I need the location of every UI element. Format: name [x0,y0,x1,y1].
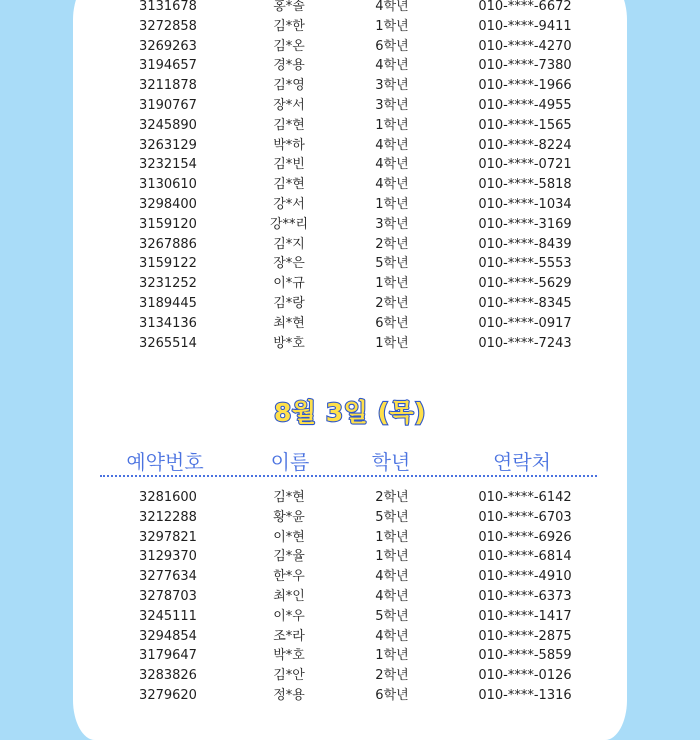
student-name: 황*윤 [273,509,305,525]
phone-number: 010-****-5553 [478,256,572,272]
phone-number: 010-****-5859 [478,648,572,664]
reservation-number: 3231252 [139,276,197,292]
phone-number: 010-****-6814 [478,549,572,565]
student-name: 이*현 [273,529,305,545]
reservation-number: 3130610 [139,177,197,193]
reservation-number: 3272858 [139,18,197,34]
phone-number: 010-****-1316 [478,688,572,703]
header-name: 이름 [270,450,310,474]
grade: 2학년 [375,668,409,684]
student-name: 김*현 [273,490,305,505]
student-name: 김*한 [273,18,305,34]
student-name: 김*온 [273,38,305,54]
grade: 2학년 [375,490,409,505]
phone-number: 010-****-7380 [478,58,572,74]
phone-number: 010-****-8439 [478,236,572,252]
student-name: 김*빈 [273,157,305,173]
reservation-number: 3269263 [139,38,197,54]
table-row [0,666,700,686]
table-row [0,136,700,156]
table-row [0,274,700,294]
table-row [0,567,700,587]
phone-number: 010-****-5818 [478,177,572,193]
reservation-number: 3190767 [139,98,197,113]
grade: 4학년 [375,157,409,173]
reservation-number: 3277634 [139,569,197,585]
reservation-number: 3232154 [139,157,197,173]
grade: 2학년 [375,236,409,252]
phone-number: 010-****-2875 [478,628,572,644]
student-name: 정*용 [273,688,305,703]
phone-number: 010-****-5629 [478,276,572,292]
grade: 1학년 [375,276,409,292]
table-row [0,587,700,607]
phone-number: 010-****-7243 [478,335,572,351]
phone-number: 010-****-0126 [478,668,572,684]
table-row [0,235,700,255]
table-row [0,547,700,567]
table-row [0,175,700,195]
student-name: 경*용 [273,58,305,74]
grade: 6학년 [375,688,409,703]
reservation-number: 3134136 [139,315,197,331]
table-row [0,528,700,548]
reservation-number: 3267886 [139,236,197,252]
table-row [0,508,700,528]
grade: 1학년 [375,529,409,545]
table-row [0,116,700,136]
table-row [0,646,700,666]
student-name: 최*현 [273,315,305,331]
reservation-number: 3194657 [139,58,197,74]
reservation-number: 3281600 [139,490,197,505]
grade: 1학년 [375,197,409,212]
grade: 1학년 [375,648,409,664]
table-row [0,334,700,354]
grade: 4학년 [375,589,409,604]
grade: 2학년 [375,296,409,311]
phone-number: 010-****-1034 [478,197,572,212]
reservation-number: 3211878 [139,78,197,94]
table-row [0,155,700,175]
phone-number: 010-****-9411 [478,18,572,34]
student-name: 이*규 [273,276,305,292]
reservation-number: 3263129 [139,137,197,153]
phone-number: 010-****-3169 [478,216,572,232]
phone-number: 010-****-6373 [478,589,572,604]
grade: 3학년 [375,98,409,113]
table-row [0,686,700,706]
table-row [0,488,700,508]
table-row [0,96,700,116]
phone-number: 010-****-8345 [478,296,572,311]
header-grade: 학년 [371,450,411,474]
reservation-number: 3245890 [139,117,197,133]
header-reservation-number: 예약번호 [126,450,204,474]
grade: 4학년 [375,628,409,644]
reservation-number: 3129370 [139,549,197,565]
grade: 6학년 [375,315,409,331]
grade: 3학년 [375,216,409,232]
grade: 4학년 [375,137,409,153]
student-name: 이*우 [273,608,305,624]
table-row [0,37,700,57]
date-title: 8월 3일 (목) [274,398,426,427]
table-row [0,76,700,96]
table-row [0,254,700,274]
reservation-number: 3265514 [139,335,197,351]
student-name: 장*은 [273,256,305,272]
grade: 1학년 [375,117,409,133]
phone-number: 010-****-4910 [478,569,572,585]
header-divider [100,475,597,477]
phone-number: 010-****-6703 [478,509,572,525]
grade: 6학년 [375,38,409,54]
phone-number: 010-****-0917 [478,315,572,331]
grade: 4학년 [375,58,409,74]
grade: 1학년 [375,18,409,34]
reservation-number: 3131678 [139,0,197,14]
phone-number: 010-****-4270 [478,38,572,54]
phone-number: 010-****-4955 [478,98,572,113]
grade: 4학년 [375,0,409,14]
reservation-number: 3159122 [139,256,197,272]
student-name: 김*영 [273,78,305,94]
table-row [0,17,700,37]
table-row [0,215,700,235]
student-name: 방*호 [273,335,305,351]
student-name: 김*안 [273,668,305,684]
table-row [0,56,700,76]
student-name: 박*하 [273,137,305,153]
grade: 1학년 [375,335,409,351]
phone-number: 010-****-1417 [478,608,572,624]
reservation-number: 3212288 [139,509,197,525]
student-name: 강*서 [273,197,305,212]
reservation-number: 3189445 [139,296,197,311]
grade: 1학년 [375,549,409,565]
reservation-number: 3297821 [139,529,197,545]
student-name: 김*랑 [273,296,305,311]
phone-number: 010-****-8224 [478,137,572,153]
grade: 4학년 [375,177,409,193]
phone-number: 010-****-1565 [478,117,572,133]
table-row [0,294,700,314]
student-name: 김*지 [273,236,305,252]
phone-number: 010-****-1966 [478,78,572,94]
phone-number: 010-****-6142 [478,490,572,505]
reservation-number: 3278703 [139,589,197,604]
grade: 5학년 [375,256,409,272]
student-name: 조*라 [273,628,305,644]
student-name: 김*율 [273,549,305,565]
grade: 3학년 [375,78,409,94]
reservation-number: 3279620 [139,688,197,703]
table-row [0,627,700,647]
student-name: 홍*솔 [273,0,305,14]
reservation-number: 3283826 [139,668,197,684]
table-row [0,607,700,627]
grade: 4학년 [375,569,409,585]
student-name: 김*현 [273,117,305,133]
student-name: 최*인 [273,589,305,604]
student-name: 박*호 [273,648,305,664]
phone-number: 010-****-0721 [478,157,572,173]
student-name: 강**리 [269,216,309,232]
student-name: 한*우 [273,569,305,585]
student-name: 김*현 [273,177,305,193]
phone-number: 010-****-6672 [478,0,572,14]
table-row [0,195,700,215]
phone-number: 010-****-6926 [478,529,572,545]
reservation-number: 3298400 [139,197,197,212]
reservation-number: 3294854 [139,628,197,644]
student-name: 장*서 [273,98,305,113]
grade: 5학년 [375,608,409,624]
table-row [0,0,700,17]
table-row [0,314,700,334]
reservation-number: 3245111 [139,608,197,624]
header-contact: 연락처 [493,450,551,474]
reservation-number: 3179647 [139,648,197,664]
reservation-number: 3159120 [139,216,197,232]
grade: 5학년 [375,509,409,525]
